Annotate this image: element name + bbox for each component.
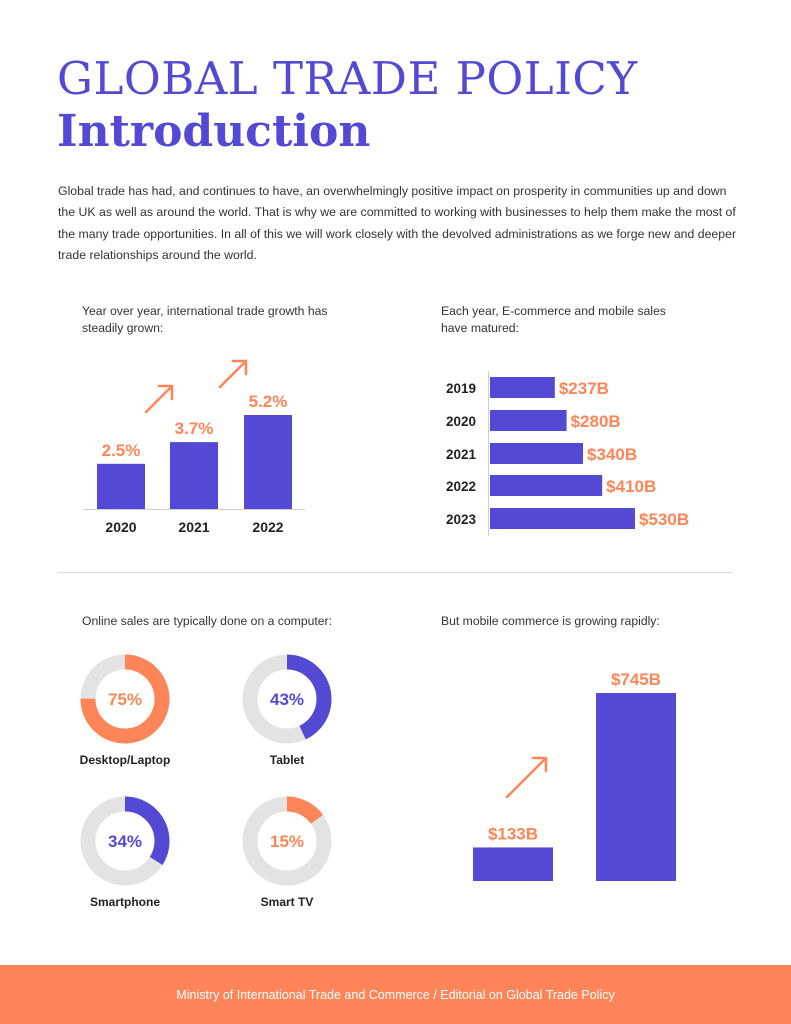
ecommerce-tick-label-2021: 2021 [445, 447, 476, 462]
growth-value-label-2021: 3.7% [174, 419, 214, 439]
donut-name-label-tablet: Tablet [269, 753, 305, 767]
mobile-bar-2 [596, 693, 676, 881]
ecommerce-tick-label-2019: 2019 [445, 381, 476, 396]
growth-arrow-icon-2 [220, 361, 246, 387]
ecommerce-bar-2023 [490, 508, 635, 529]
page-title: Introduction [57, 106, 371, 157]
growth-value-label-2020: 2.5% [101, 440, 141, 460]
growth-bar-2021 [170, 442, 218, 509]
intro-paragraph: Global trade has had, and continues to have, an overwhelmingly positive impact on prosperity in communities up and down the UK as well as around the world. That is why we are committed to working with businesses to help them make the most of the many trade opportunities. In all of this we will work closely with the devolved administrations as we forge new and deeper trade relationships around the world. [58, 184, 737, 263]
ecommerce-value-label-2022: $410B [606, 477, 657, 496]
donut-value-label-smart-tv: 15% [269, 832, 305, 851]
ecommerce-tick-label-2023: 2023 [445, 512, 476, 527]
footer-text: Ministry of International Trade and Commerce / Editorial on Global Trade Policy [176, 987, 615, 1002]
ecommerce-tick-label-2022: 2022 [445, 479, 476, 494]
growth-bar-2022 [244, 415, 292, 509]
donut-value-label-desktop-laptop: 75% [107, 690, 143, 709]
growth-tick-label-2022: 2022 [252, 519, 284, 535]
growth-tick-label-2020: 2020 [105, 519, 137, 535]
ecommerce-tick-label-2020: 2020 [445, 414, 476, 429]
growth-chart-caption: Year over year, international trade growth has steadily grown: [82, 304, 328, 335]
ecommerce-value-label-2019: $237B [558, 379, 609, 398]
footer-bar [0, 965, 791, 1024]
ecommerce-bar-2022 [490, 475, 602, 496]
ecommerce-bar-2019 [490, 377, 555, 398]
ecommerce-value-label-2021: $340B [587, 445, 638, 464]
growth-bar-2020 [97, 464, 145, 509]
ecommerce-value-label-2020: $280B [570, 412, 621, 431]
growth-arrow-icon-1 [146, 386, 172, 412]
mobile-value-label-2: $745B [610, 670, 662, 689]
growth-tick-label-2021: 2021 [178, 519, 210, 535]
mobile-arrow-icon [507, 758, 546, 797]
donut-value-label-tablet: 43% [269, 690, 305, 709]
mobile-value-label-1: $133B [487, 824, 539, 844]
page-title-top: GLOBAL TRADE POLICY [57, 52, 638, 105]
online-sales-caption: Online sales are typically done on a computer: [82, 614, 332, 628]
mobile-bar-1 [473, 847, 553, 881]
ecommerce-bar-2020 [490, 410, 567, 431]
donut-name-label-desktop-laptop: Desktop/Laptop [79, 753, 171, 767]
growth-value-label-2022: 5.2% [248, 392, 288, 411]
ecommerce-bar-2021 [490, 443, 583, 464]
ecommerce-chart-caption: Each year, E-commerce and mobile sales have matured: [441, 304, 666, 335]
mobile-commerce-caption: But mobile commerce is growing rapidly: [441, 614, 660, 628]
donut-name-label-smart-tv: Smart TV [260, 895, 314, 909]
donut-name-label-smartphone: Smartphone [89, 895, 160, 909]
ecommerce-value-label-2023: $530B [639, 510, 690, 529]
donut-value-label-smartphone: 34% [107, 832, 143, 851]
